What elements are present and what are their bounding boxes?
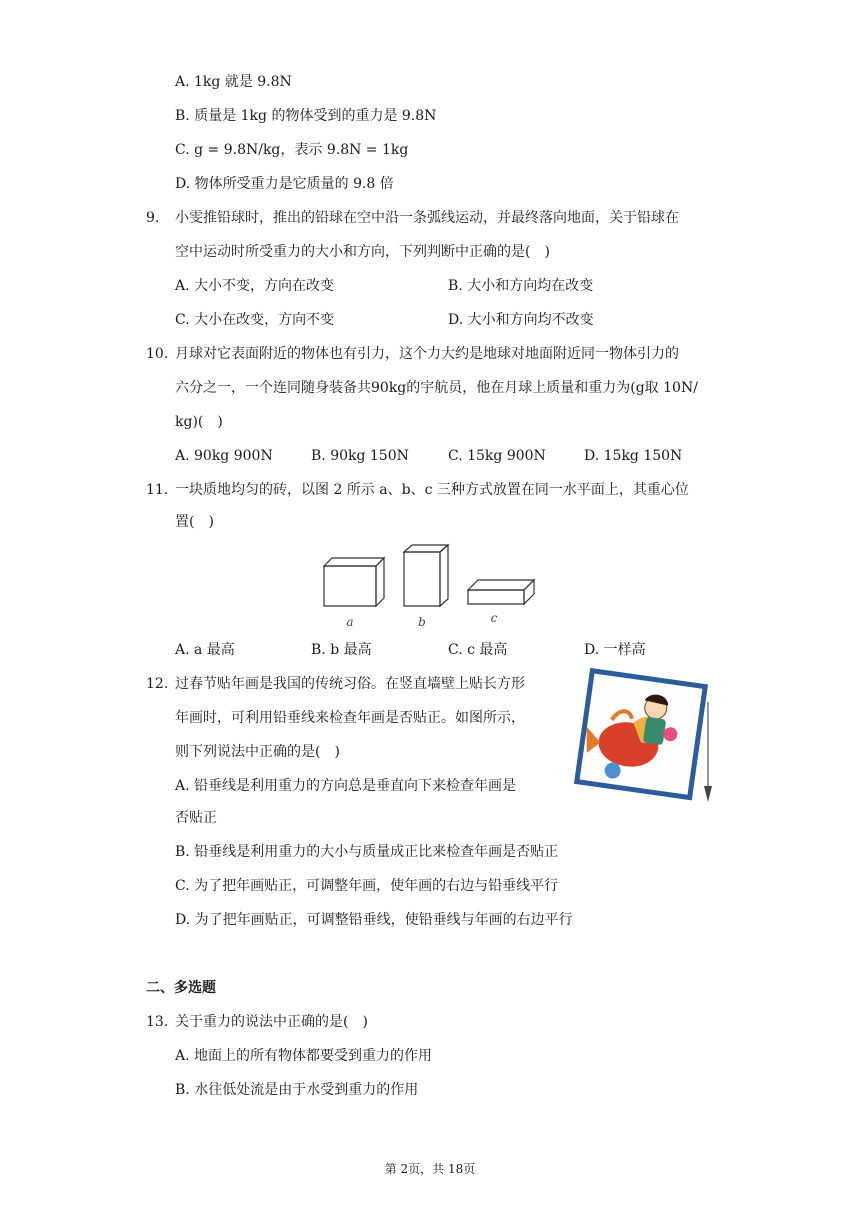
q12-stem-line3: 则下列说法中正确的是( ) bbox=[175, 744, 340, 760]
page-footer: 第 2页，共 18页 bbox=[384, 1162, 476, 1176]
q11-option-b: B. b 最高 bbox=[311, 642, 372, 658]
q9-number: 9. bbox=[146, 210, 160, 226]
q10-option-d: D. 15kg 150N bbox=[584, 448, 683, 464]
q11-option-c: C. c 最高 bbox=[448, 642, 508, 658]
brick-a bbox=[324, 558, 384, 606]
q11-option-d: D. 一样高 bbox=[584, 642, 646, 658]
q10-option-b: B. 90kg 150N bbox=[311, 448, 409, 464]
q10-stem-line2: 六分之一，一个连同随身装备共90kg的宇航员，他在月球上质量和重力为(g取 10N/ bbox=[175, 380, 698, 396]
section-title-multiple-choice: 二、多选题 bbox=[146, 980, 216, 996]
q8-option-a: A. 1kg 就是 9.8N bbox=[175, 74, 292, 90]
q12-number: 12. bbox=[146, 676, 169, 692]
q13-stem: 关于重力的说法中正确的是( ) bbox=[175, 1014, 368, 1030]
q13-number: 13. bbox=[146, 1014, 169, 1030]
brick-b bbox=[404, 545, 448, 606]
q11-stem-line1: 一块质地均匀的砖，以图 2 所示 a、b、c 三种方式放置在同一水平面上，其重心位 bbox=[175, 482, 689, 498]
q12-option-d: D. 为了把年画贴正，可调整铅垂线，使铅垂线与年画的右边平行 bbox=[175, 912, 573, 928]
q10-number: 10. bbox=[146, 346, 169, 362]
label-c: c bbox=[490, 611, 498, 625]
brick-positions-figure bbox=[318, 540, 548, 632]
q12-option-a-line2: 否贴正 bbox=[175, 810, 217, 826]
q10-option-a: A. 90kg 900N bbox=[175, 448, 273, 464]
label-b: b bbox=[418, 615, 426, 629]
q13-option-a: A. 地面上的所有物体都要受到重力的作用 bbox=[175, 1048, 433, 1064]
q11-number: 11. bbox=[146, 482, 169, 498]
q12-stem-line1: 过春节贴年画是我国的传统习俗。在竖直墙壁上贴长方形 bbox=[175, 676, 525, 692]
brick-c bbox=[468, 580, 534, 604]
q8-option-d: D. 物体所受重力是它质量的 9.8 倍 bbox=[175, 176, 394, 192]
q8-option-c: C. g = 9.8N/kg，表示 9.8N = 1kg bbox=[175, 142, 409, 158]
q10-option-c: C. 15kg 900N bbox=[448, 448, 546, 464]
q12-option-c: C. 为了把年画贴正，可调整年画，使年画的右边与铅垂线平行 bbox=[175, 878, 559, 894]
q9-stem-line2: 空中运动时所受重力的大小和方向，下列判断中正确的是( ) bbox=[175, 244, 550, 260]
new-year-picture-figure bbox=[572, 664, 722, 814]
q10-stem-line1: 月球对它表面附近的物体也有引力，这个力大约是地球对地面附近同一物体引力的 bbox=[175, 346, 679, 362]
q12-option-b: B. 铅垂线是利用重力的大小与质量成正比来检查年画是否贴正 bbox=[175, 844, 559, 860]
q9-option-d: D. 大小和方向均不改变 bbox=[448, 312, 594, 328]
q9-option-a: A. 大小不变，方向在改变 bbox=[175, 278, 335, 294]
q10-stem-line3: kg)( ) bbox=[175, 414, 223, 430]
q9-stem-line1: 小雯推铅球时，推出的铅球在空中沿一条弧线运动，并最终落向地面，关于铅球在 bbox=[175, 210, 679, 226]
q11-stem-line2: 置( ) bbox=[175, 514, 214, 530]
label-a: a bbox=[346, 615, 354, 629]
q12-option-a-line1: A. 铅垂线是利用重力的方向总是垂直向下来检查年画是 bbox=[175, 778, 517, 794]
q12-stem-line2: 年画时，可利用铅垂线来检查年画是否贴正。如图所示， bbox=[175, 710, 525, 726]
q13-option-b: B. 水往低处流是由于水受到重力的作用 bbox=[175, 1082, 419, 1098]
q11-option-a: A. a 最高 bbox=[175, 642, 235, 658]
plumb-bob bbox=[704, 786, 712, 802]
q8-option-b: B. 质量是 1kg 的物体受到的重力是 9.8N bbox=[175, 108, 437, 124]
q9-option-c: C. 大小在改变，方向不变 bbox=[175, 312, 335, 328]
q9-option-b: B. 大小和方向均在改变 bbox=[448, 278, 594, 294]
